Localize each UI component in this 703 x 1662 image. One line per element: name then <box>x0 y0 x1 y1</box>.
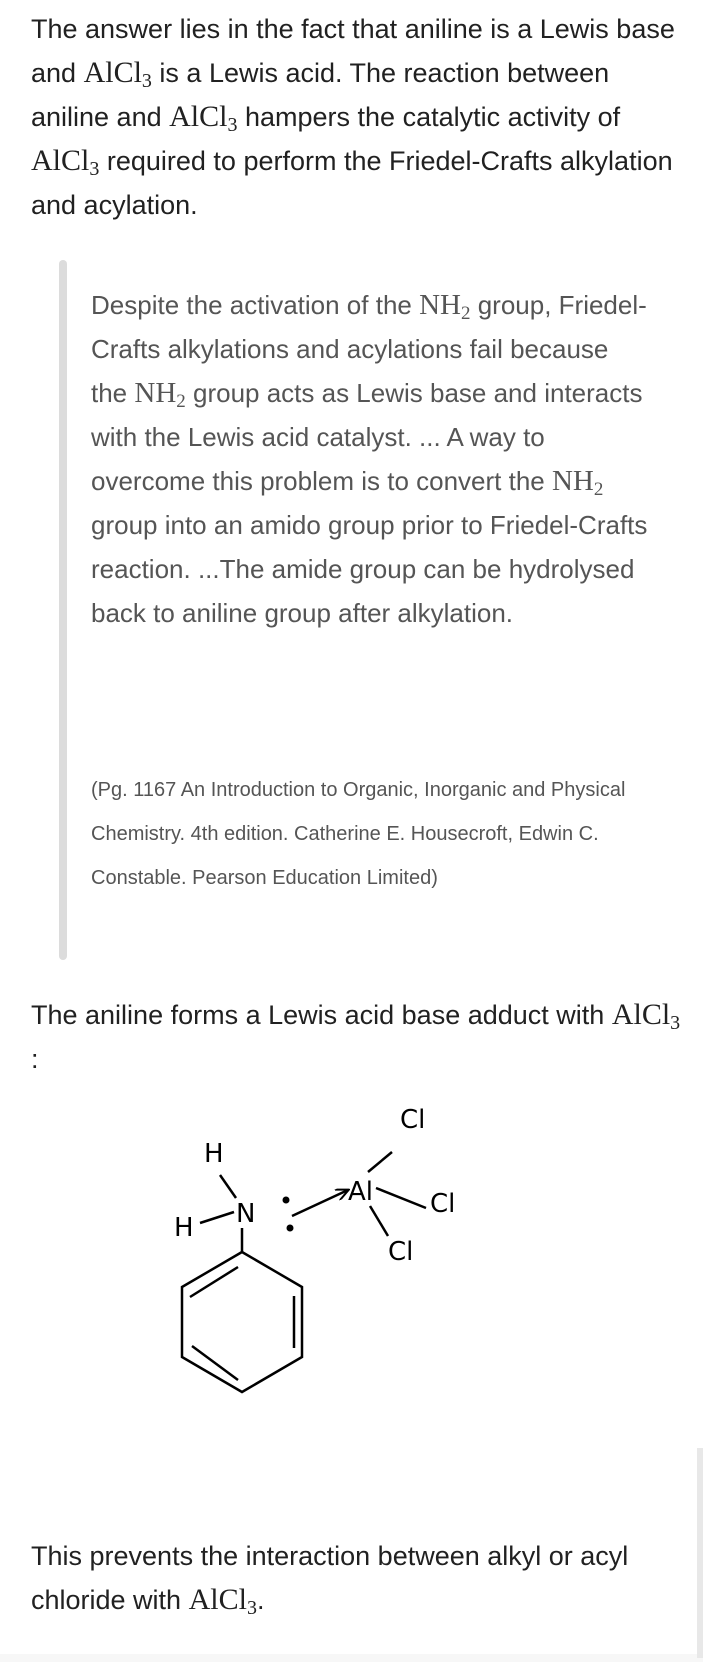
blockquote-text <box>91 283 651 635</box>
coordinate-bond-arrow <box>292 1190 348 1216</box>
benzene-ring <box>182 1252 302 1392</box>
formula-subscript: 3 <box>246 1597 257 1619</box>
alcl3-formula <box>83 56 152 92</box>
formula-base: AlCl <box>188 1583 247 1616</box>
formula-subscript: 3 <box>89 158 100 180</box>
aniline-alcl3-adduct-diagram <box>160 1090 520 1470</box>
nitrogen-label: N <box>236 1199 256 1229</box>
conclusion-text-2: . <box>256 1585 265 1615</box>
intro-text-3: hampers the catalytic activity of <box>237 102 621 132</box>
formula-base: AlCl <box>169 100 228 133</box>
intro-text-4: required to perform the Friedel-Crafts alkylation and acylation. <box>31 146 673 220</box>
adduct-paragraph <box>31 993 681 1081</box>
alcl3-formula <box>611 998 681 1034</box>
intro-text-1: The answer lies in the fact that aniline is a Lewis base and <box>31 14 675 88</box>
formula-subscript: 3 <box>670 1012 681 1034</box>
formula-subscript: 2 <box>176 391 186 412</box>
quote-text-4: group into an amido group prior to Friedel-Crafts reaction. ...The amide group can be hydrolysed back to aniline group after alkylation. <box>91 510 648 628</box>
nh2-formula <box>134 377 186 412</box>
conclusion-paragraph <box>31 1534 681 1622</box>
quote-text-1: Despite the activation of the <box>91 290 420 320</box>
formula-subscript: 3 <box>227 114 238 136</box>
formula-subscript: 3 <box>141 70 152 92</box>
lone-pair-dot <box>287 1225 294 1232</box>
formula-base: AlCl <box>83 56 142 89</box>
adduct-text-2: : <box>31 1044 39 1074</box>
lone-pair-dot <box>283 1197 290 1204</box>
alcl3-formula <box>169 100 238 136</box>
formula-base: NH <box>419 289 461 321</box>
chlorine-right-label: Cl <box>430 1189 456 1219</box>
hydrogen-left-label: H <box>174 1213 194 1243</box>
formula-subscript: 2 <box>460 303 471 324</box>
quote-text-2: group, Friedel-Crafts alkylations and acylations fail because the <box>91 290 647 408</box>
chlorine-top-label: Cl <box>400 1105 426 1135</box>
intro-paragraph <box>31 7 681 227</box>
scrollbar[interactable] <box>697 1448 703 1658</box>
formula-subscript: 2 <box>593 479 604 500</box>
aluminium-label: Al <box>348 1177 374 1207</box>
intro-text-2: is a Lewis acid. The reaction between aniline and <box>31 58 610 132</box>
formula-base: AlCl <box>31 144 90 177</box>
hydrogen-top-label: H <box>204 1139 224 1169</box>
formula-base: NH <box>134 377 177 409</box>
quote-text-3: group acts as Lewis base and interacts with the Lewis acid catalyst. ... A way to overcome this problem is to convert the <box>91 378 643 496</box>
formula-base: NH <box>551 465 594 497</box>
alcl3-formula <box>188 1583 257 1619</box>
conclusion-text-1: This prevents the interaction between alkyl or acyl chloride with <box>31 1541 629 1615</box>
alcl3-formula <box>31 144 100 180</box>
adduct-text-1: The aniline forms a Lewis acid base adduct with <box>31 1000 612 1030</box>
chlorine-bottom-label: Cl <box>388 1237 414 1267</box>
nh2-formula <box>419 289 471 324</box>
citation: (Pg. 1167 An Introduction to Organic, Inorganic and Physical Chemistry. 4th edition. Catherine E. Housecroft, Edwin C. Constable. Pearson Education Limited) <box>91 779 626 889</box>
nh2-formula <box>551 465 604 500</box>
formula-base: AlCl <box>611 998 671 1031</box>
blockquote-bar <box>59 260 67 960</box>
